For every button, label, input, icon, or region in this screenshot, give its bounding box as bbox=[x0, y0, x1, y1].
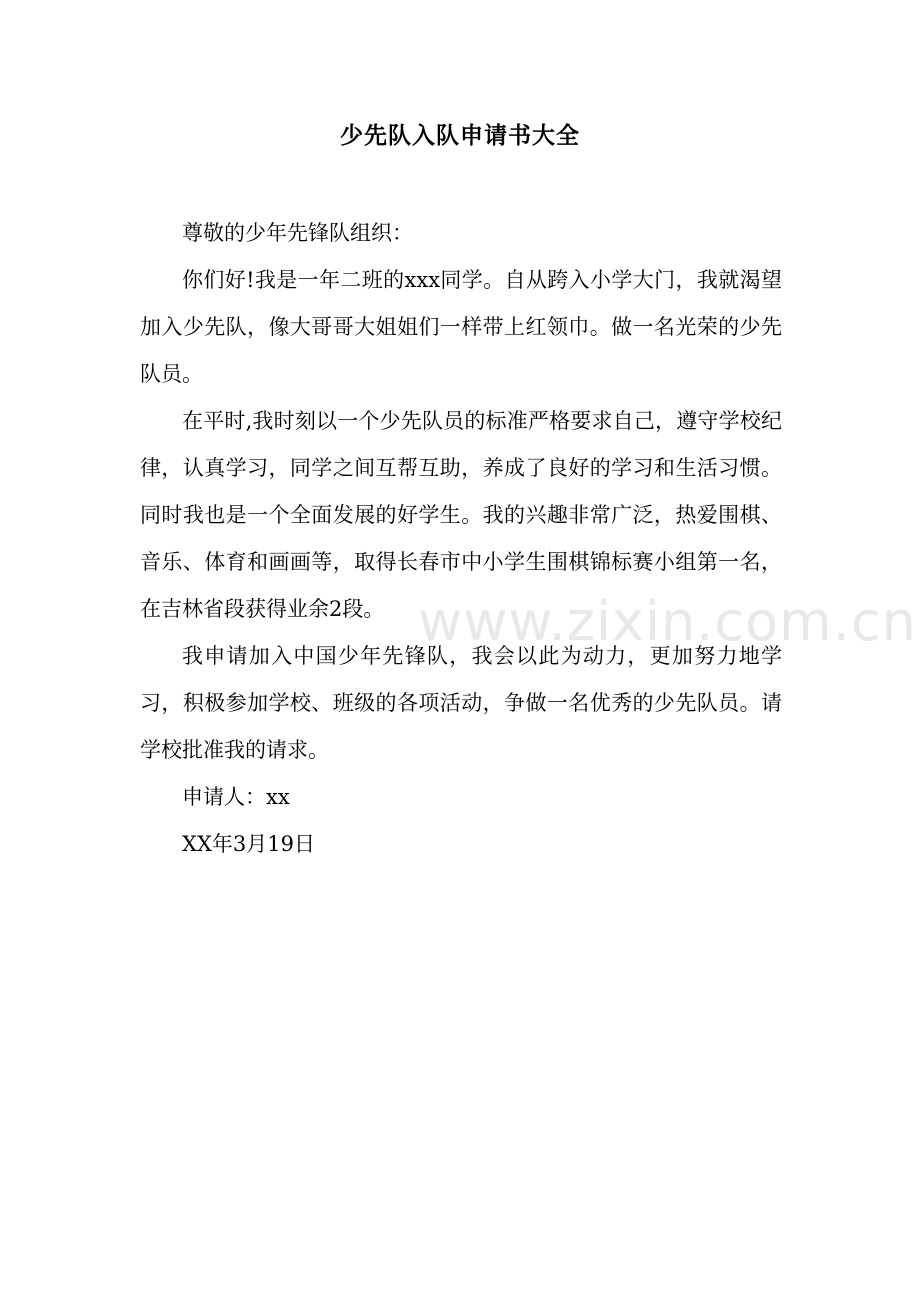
letter-body bbox=[140, 210, 782, 868]
document-title: 少先队入队申请书大全 bbox=[340, 123, 580, 149]
date-line: XX年3月19日 bbox=[182, 832, 315, 856]
watermark: www.zixin.com.cn bbox=[418, 590, 917, 653]
paragraph-greeting: 你们好!我是一年二班的xxx同学。自从跨入小学大门，我就渴望加入少先队，像大哥哥大姐姐们一样带上红领巾。做一名光荣的少先队员。 bbox=[140, 268, 782, 386]
paragraph-daily-conduct: 在平时,我时刻以一个少先队员的标准严格要求自己，遵守学校纪律，认真学习，同学之间互帮互助，养成了良好的学习和生活习惯。同时我也是一个全面发展的好学生。我的兴趣非常广泛，热爱围棋、音乐、体育和画画等，取得长春市中小学生围棋锦标赛小组第一名，在吉林省段获得业余2段。 bbox=[140, 409, 782, 621]
salutation: 尊敬的少年先锋队组织： bbox=[182, 221, 413, 245]
paragraph-application: 我申请加入中国少年先锋队，我会以此为动力，更加努力地学习，积极参加学校、班级的各项活动，争做一名优秀的少先队员。请学校批准我的请求。 bbox=[140, 644, 782, 762]
applicant-line: 申请人：xx bbox=[182, 785, 290, 809]
